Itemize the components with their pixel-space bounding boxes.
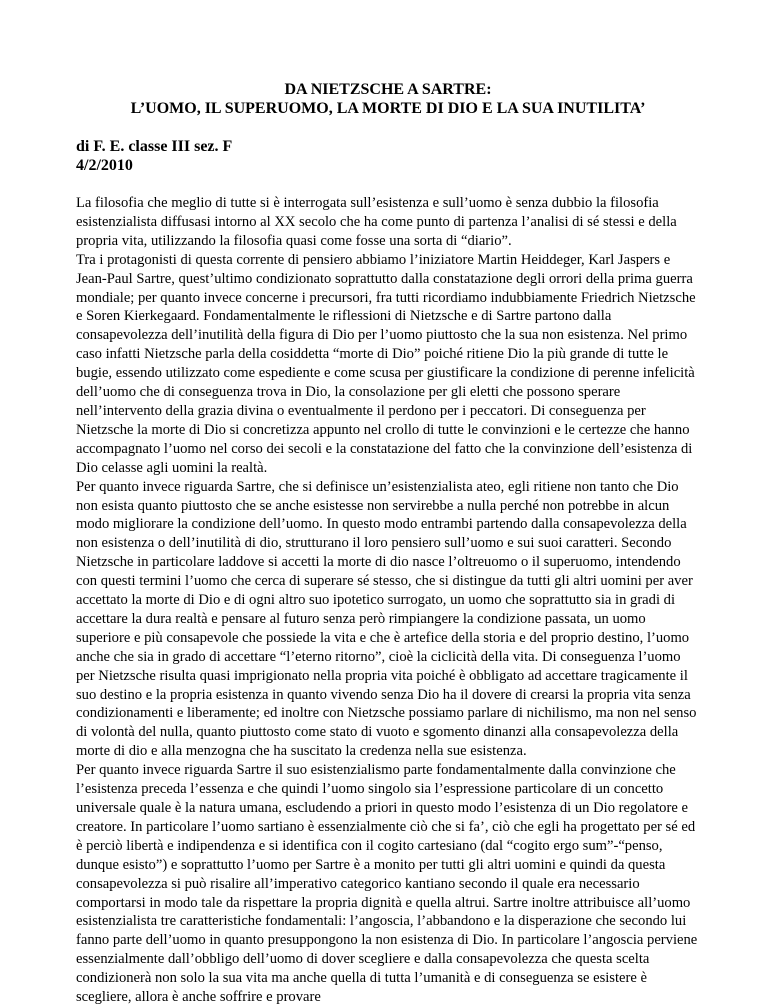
byline — [76, 137, 700, 175]
body-text — [76, 194, 700, 1007]
title-line-2: L’UOMO, IL SUPERUOMO, LA MORTE DI DIO E LA SUA INUTILITA’ — [130, 100, 646, 117]
document-title — [76, 80, 700, 118]
author-line: di F. E. classe III sez. F — [76, 138, 233, 155]
paragraph-2: Tra i protagonisti di questa corrente di pensiero abbiamo l’iniziatore Martin Heiddeger, Karl Jaspers e Jean-Paul Sartre, quest’ultimo condizionato soprattutto dalla constatazione degli orrori della prima guerra mondiale; per quanto invece concerne i precursori, fra tutti ricordiamo indubbiamente Friedrich Nietzsche e Soren Kierkegaard. Fondamentalmente le riflessioni di Nietzsche e di Sartre partono dalla consapevolezza dell’inutilità della figura di Dio per l’uomo piuttosto che la sua non esistenza. Nel primo caso infatti Nietzsche parla della cosiddetta “morte di Dio” poiché ritiene Dio la più grande di tutte le bugie, essendo utilizzato come espediente e come scusa per giustificare la condizione di perenne infelicità dell’uomo che di conseguenza trova in Dio, la consolazione per gli eletti che possono sperare nell’intervento della grazia divina o eventualmente il perdono per i peccatori. Di conseguenza per Nietzsche la morte di Dio si concretizza appunto nel crollo di tutte le convinzioni e le certezze che hanno accompagnato l’uomo nel corso dei secoli e la constatazione del fatto che la convinzione dell’esistenza di Dio celasse agli uomini la realtà. — [76, 251, 696, 476]
paragraph-1: La filosofia che meglio di tutte si è interrogata sull’esistenza e sull’uomo è senza dubbio la filosofia esistenzialista diffusasi intorno al XX secolo che ha come punto di partenza l’analisi di sé stessi e della propria vita, utilizzando la filosofia quasi come fosse una sorta di “diario”. — [76, 195, 677, 249]
paragraph-4: Per quanto invece riguarda Sartre il suo esistenzialismo parte fondamentalmente dalla convinzione che l’esistenza preceda l’essenza e che quindi l’uomo singolo sia l’espressione particolare di un concetto universale quale è la natura umana, escludendo a priori in questo modo l’esistenza di un Dio regolatore e creatore. In particolare l’uomo sartiano è essenzialmente ciò che si fa’, ciò che egli ha progettato per sé ed è perciò libertà e indipendenza e si identifica con il cogito cartesiano (dal “cogito ergo sum”-“penso, dunque esisto”) e soprattutto l’uomo per Sartre è a monito per tutti gli altri uomini e quindi da questa consapevolezza si può risalire all’imperativo categorico kantiano secondo il quale era necessario comportarsi in modo tale da rispettare la propria dignità e quella altrui. Sartre inoltre attribuisce all’uomo esistenzialista tre caratteristiche fondamentali: l’angoscia, l’abbandono e la disperazione che secondo lui fanno parte dell’uomo in quanto presuppongono la non esistenza di Dio. In particolare l’angoscia perviene essenzialmente dall’obbligo dell’uomo di dover scegliere e dalla consapevolezza che questa scelta condizionerà non solo la sua vita ma anche quella di tutta l’umanità e di conseguenza se esistere è scegliere, allora è anche soffrire e provare — [76, 762, 698, 1006]
title-line-1: DA NIETZSCHE A SARTRE: — [284, 81, 492, 98]
date-line: 4/2/2010 — [76, 157, 133, 174]
paragraph-3: Per quanto invece riguarda Sartre, che si definisce un’esistenzialista ateo, egli ritiene non tanto che Dio non esista quanto piuttosto che se anche esistesse non servirebbe a nulla perché non potrebbe in alcun modo migliorare la condizione dell’uomo. In questo modo entrambi partendo dalla consapevolezza della non esistenza o dell’inutilità di dio, strutturano il loro pensiero sull’uomo e sui suoi caratteri. Secondo Nietzsche in particolare laddove si accetti la morte di dio nasce l’oltreuomo o il superuomo, intendendo con questi termini l’uomo che cerca di superare sé stesso, che si distingue da tutti gli altri uomini per aver accettato la morte di Dio e di ogni altro suo ipotetico surrogato, un uomo che soprattutto sia in gradi di accettare la dura realtà e pensare al futuro senza però rimpiangere la condizione passata, un uomo superiore e più consapevole che possiede la vita e che è artefice della storia e del proprio destino, l’uomo anche che sia in grado di accettare “l’eterno ritorno”, cioè la ciclicità della vita. Di conseguenza l’uomo per Nietzsche risulta quasi imprigionato nella propria vita poiché è obbligato ad accettare tragicamente il suo destino e la propria esistenza in quanto vivendo senza Dio ha il dovere di crearsi la propria vita senza condizionamenti e liberamente; ed inoltre con Nietzsche possiamo parlare di nichilismo, ma non nel senso di volontà del nulla, quanto piuttosto come stato di vuoto e sgomento dinanzi alla consapevolezza della morte di dio e alla menzogna che ha suscitato la credenza nella sue esistenza. — [76, 478, 697, 760]
